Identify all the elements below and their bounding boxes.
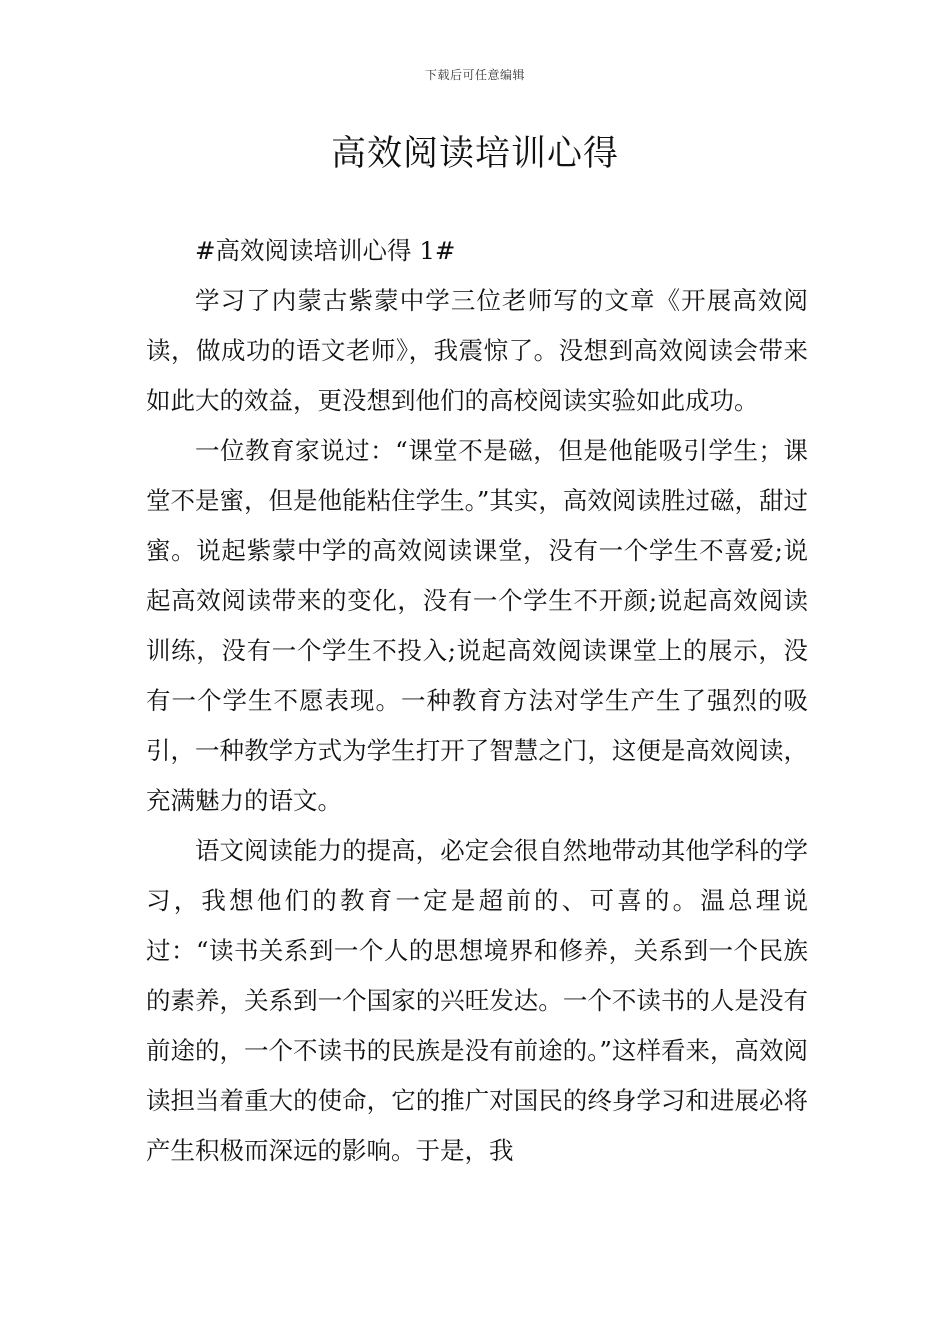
page-title: 高效阅读培训心得 <box>330 134 619 174</box>
paragraph-1: 学习了内蒙古紫蒙中学三位老师写的文章《开展高效阅读，做成功的语文老师》，我震惊了。没想到高效阅读会带来如此大的效益，更没想到他们的高校阅读实验如此成功。 <box>146 286 808 415</box>
paragraph-2: 一位教育家说过：“课堂不是磁，但是他能吸引学生；课堂不是蜜，但是他能粘住学生。”其实，高效阅读胜过磁，甜过蜜。说起紫蒙中学的高效阅读课堂，没有一个学生不喜爱;说起高效阅读带来的变化，没有一个学生不开颜;说起高效阅读训练，没有一个学生不投入;说起高效阅读课堂上的展示，没有一个学生不愿表现。一种教育方法对学生产生了强烈的吸引，一种教学方式为学生打开了智慧之门，这便是高效阅读，充满魅力的语文。 <box>146 436 808 815</box>
paragraph-3: 语文阅读能力的提高，必定会很自然地带动其他学科的学习，我想他们的教育一定是超前的、可喜的。温总理说过：“读书关系到一个人的思想境界和修养，关系到一个民族的素养，关系到一个国家的兴旺发达。一个不读书的人是没有前途的，一个不读书的民族是没有前途的。”这样看来，高效阅读担当着重大的使命，它的推广对国民的终身学习和进展必将产生积极而深远的影响。于是，我 <box>146 836 808 1165</box>
section-heading: #高效阅读培训心得 1# <box>195 236 456 265</box>
document-body <box>146 226 808 1176</box>
header-note: 下载后可任意编辑 <box>424 68 525 82</box>
